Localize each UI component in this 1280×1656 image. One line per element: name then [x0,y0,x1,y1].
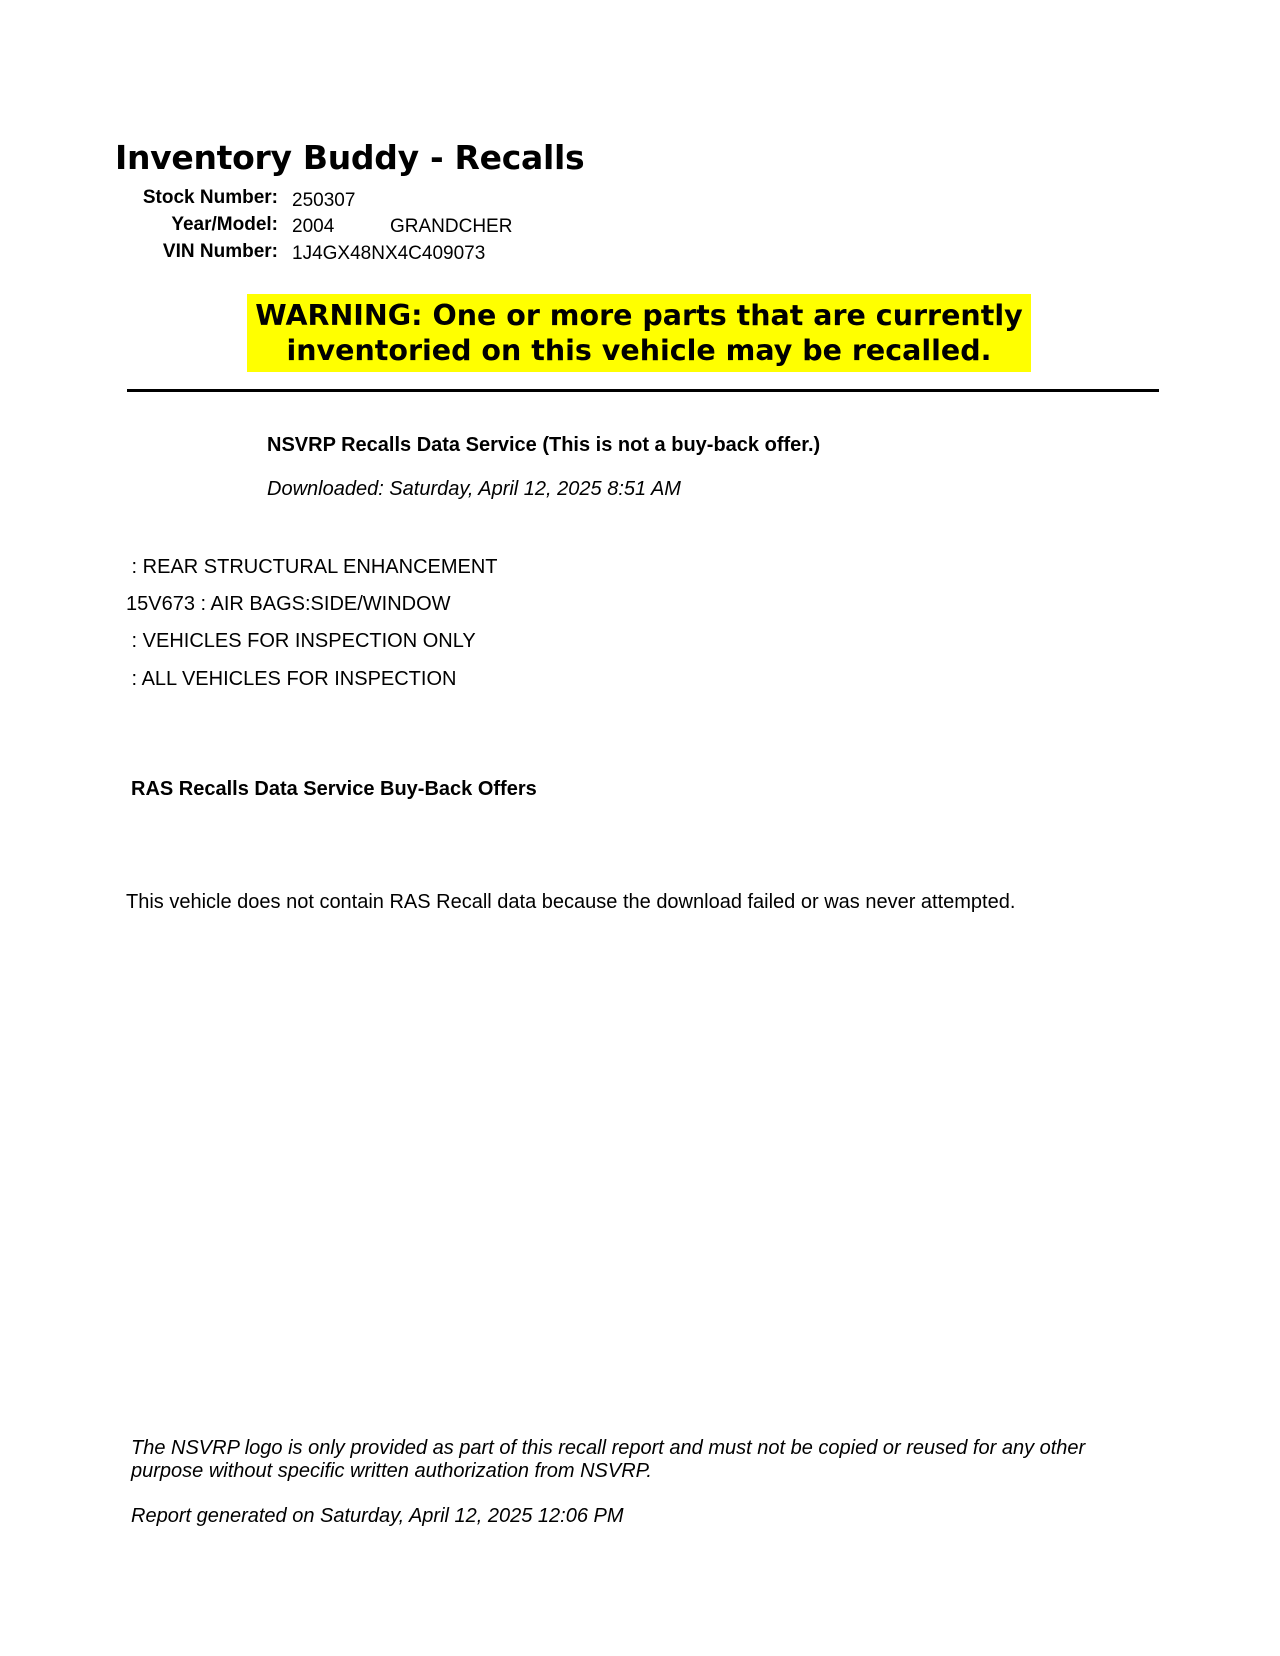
model-value: GRANDCHER [390,216,513,237]
nsvrp-downloaded-date: Downloaded: Saturday, April 12, 2025 8:51 AM [267,478,681,500]
year-value: 2004 [292,216,335,237]
year-model-label: Year/Model: [171,214,278,235]
nsvrp-section-heading: NSVRP Recalls Data Service (This is not a buy-back offer.) [267,434,821,456]
report-generated-timestamp: Report generated on Saturday, April 12, 2025 12:06 PM [131,1505,624,1527]
ras-section-heading: RAS Recalls Data Service Buy-Back Offers [131,778,537,800]
recall-item: : VEHICLES FOR INSPECTION ONLY [126,630,476,652]
warning-line-1: WARNING: One or more parts that are currently [255,299,1023,332]
recall-item: : ALL VEHICLES FOR INSPECTION [126,668,457,690]
vin-number-label: VIN Number: [162,241,278,262]
recall-item: 15V673 : AIR BAGS:SIDE/WINDOW [126,593,451,615]
vin-number-value: 1J4GX48NX4C409073 [292,243,486,264]
page-title: Inventory Buddy - Recalls [115,138,585,177]
stock-number-value: 250307 [292,190,356,211]
logo-usage-notice: The NSVRP logo is only provided as part of this recall report and must not be copied or reused for any other purpose without specific written authorization from NSVRP. [131,1437,1086,1482]
recall-item: : REAR STRUCTURAL ENHANCEMENT [126,556,498,578]
section-divider [127,389,1159,392]
ras-status-message: This vehicle does not contain RAS Recall data because the download failed or was never attempted. [126,891,1016,913]
recall-warning-banner [247,294,1031,372]
warning-line-2: inventoried on this vehicle may be recalled. [286,334,992,367]
stock-number-label: Stock Number: [142,187,278,208]
